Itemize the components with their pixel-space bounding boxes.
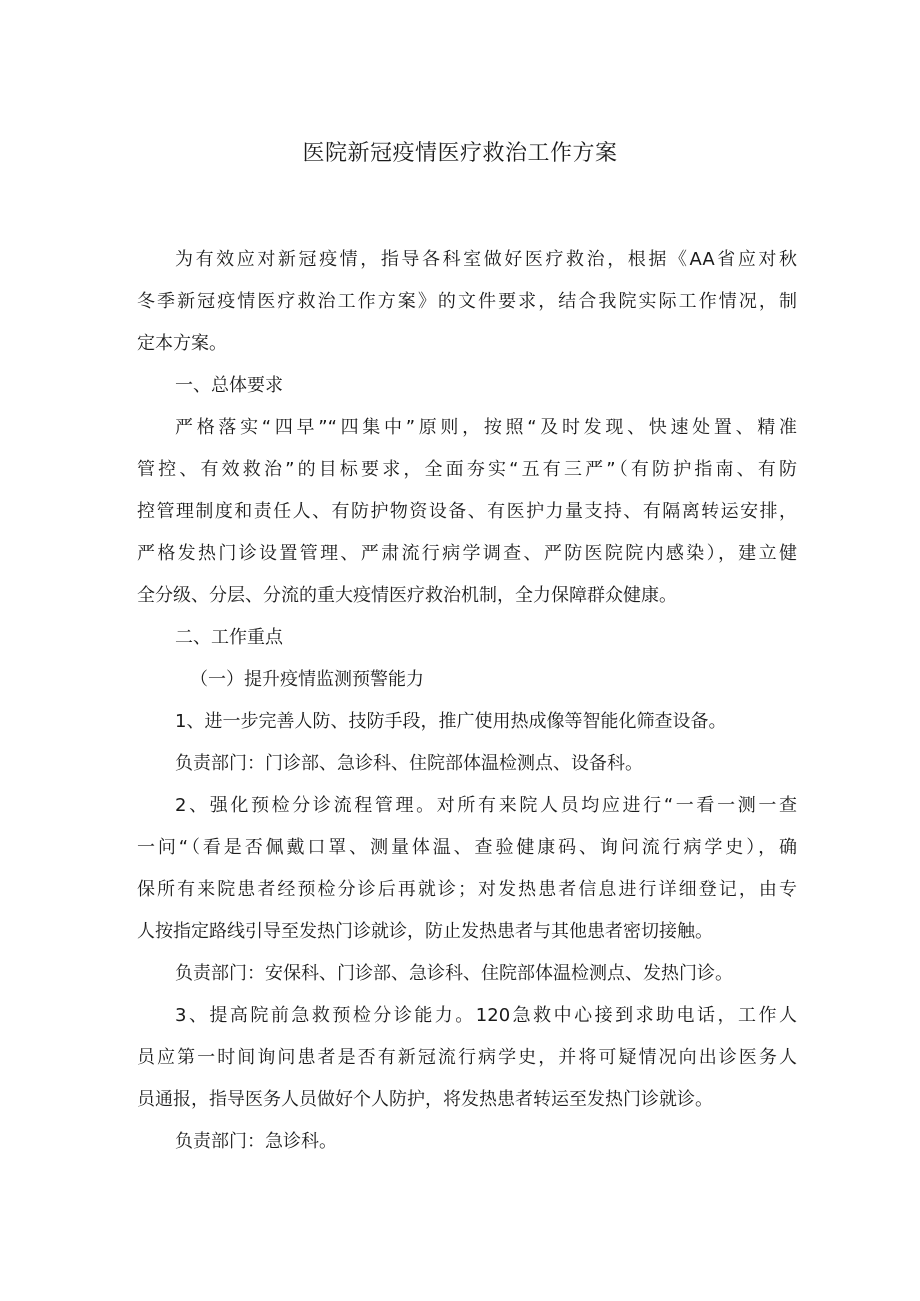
paragraph-line: 全分级、分层、分流的重大疫情医疗救治机制，全力保障群众健康。 [137,585,677,606]
paragraph-line: 管控、有效救治”的目标要求，全面夯实“五有三严”（有防护指南、有防 [137,459,797,480]
paragraph-line: 保所有来院患者经预检分诊后再就诊；对发热患者信息进行详细登记，由专 [137,879,797,900]
responsible-dept-line: 负责部门：急诊科。 [175,1131,337,1152]
paragraph-line: 人按指定路线引导至发热门诊就诊，防止发热患者与其他患者密切接触。 [137,921,713,942]
paragraph-line: 定本方案。 [137,333,227,354]
paragraph-line: 员应第一时间询问患者是否有新冠流行病学史，并将可疑情况向出诊医务人 [137,1047,797,1068]
paragraph-line: 一问“（看是否佩戴口罩、测量体温、查验健康码、询问流行病学史），确 [137,837,797,858]
paragraph-line: 冬季新冠疫情医疗救治工作方案》的文件要求，结合我院实际工作情况，制 [137,291,797,312]
paragraph-line: 员通报，指导医务人员做好个人防护，将发热患者转运至发热门诊就诊。 [137,1089,713,1110]
paragraph-line: 控管理制度和责任人、有防护物资设备、有医护力量支持、有隔离转运安排， [137,501,797,522]
section-heading: 二、工作重点 [175,627,283,648]
paragraph-line: 为有效应对新冠疫情，指导各科室做好医疗救治，根据《AA省应对秋 [175,249,797,270]
paragraph-line: 严格落实“四早”“四集中”原则，按照“及时发现、快速处置、精准 [175,417,797,438]
document-title: 医院新冠疫情医疗救治工作方案 [302,141,618,166]
subsection-heading: （一）提升疫情监测预警能力 [190,669,424,690]
paragraph-line: 1、进一步完善人防、技防手段，推广使用热成像等智能化筛查设备。 [175,711,727,732]
paragraph-line: 2、强化预检分诊流程管理。对所有来院人员均应进行“一看一测一查 [175,795,797,816]
paragraph-line: 3、提高院前急救预检分诊能力。120急救中心接到求助电话，工作人 [175,1005,797,1026]
responsible-dept-line: 负责部门：安保科、门诊部、急诊科、住院部体温检测点、发热门诊。 [175,963,733,984]
section-heading: 一、总体要求 [175,375,283,396]
paragraph-line: 严格发热门诊设置管理、严肃流行病学调查、严防医院院内感染），建立健 [137,543,797,564]
responsible-dept-line: 负责部门：门诊部、急诊科、住院部体温检测点、设备科。 [175,753,643,774]
